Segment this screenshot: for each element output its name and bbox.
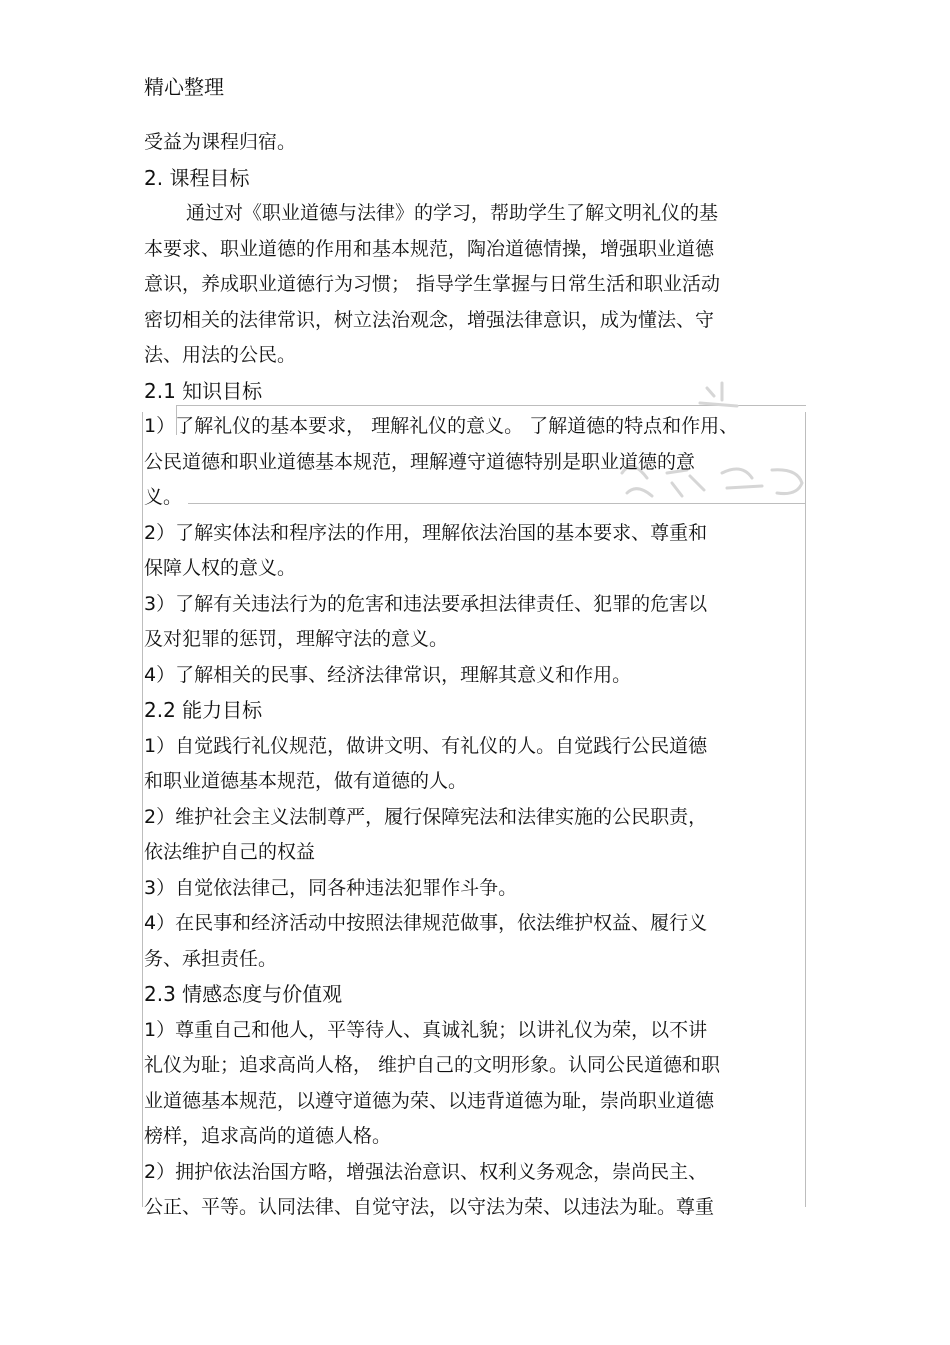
text-line: 2）拥护依法治国方略，增强法治意识、权利义务观念，崇尚民主、	[144, 1160, 708, 1183]
frame-line-right	[805, 412, 806, 1207]
text-line: 业道德基本规范，以遵守道德为荣、以违背道德为耻，崇尚职业道德	[144, 1089, 715, 1112]
text-line: 受益为课程归宿。	[144, 131, 297, 153]
text-line: 依法维护自己的权益	[144, 841, 316, 863]
text-line: 保障人权的意义。	[144, 557, 297, 579]
text-line: 和职业道德基本规范，做有道德的人。	[144, 770, 468, 792]
text-line: 2）维护社会主义法制尊严，履行保障宪法和法律实施的公民职责，	[144, 805, 708, 828]
text-line: 1）了解礼仪的基本要求， 理解礼仪的意义。 了解道德的特点和作用、	[144, 415, 739, 437]
text-line: 通过对《职业道德与法律》的学习，帮助学生了解文明礼仪的基	[186, 202, 719, 224]
text-line: 3）自觉依法律己，同各种违法犯罪作斗争。	[144, 876, 518, 899]
text-line: 务、承担责任。	[144, 947, 278, 970]
text-line: 3）了解有关违法行为的危害和违法要承担法律责任、犯罪的危害以	[144, 592, 708, 615]
text-line: 意识，养成职业道德行为习惯； 指导学生掌握与日常生活和职业活动	[144, 273, 721, 295]
text-line: 4）了解相关的民事、经济法律常识，理解其意义和作用。	[144, 663, 632, 686]
text-line: 密切相关的法律常识，树立法治观念，增强法律意识，成为懂法、守	[144, 308, 715, 331]
text-line: 礼仪为耻；追求高尚人格， 维护自己的文明形象。认同公民道德和职	[144, 1054, 721, 1076]
page-header-title: 精心整理	[144, 75, 224, 99]
section-heading: 2.2 能力目标	[144, 698, 263, 722]
text-line: 1）尊重自己和他人，平等待人、真诚礼貌；以讲礼仪为荣，以不讲	[144, 1018, 708, 1041]
text-line: 2）了解实体法和程序法的作用，理解依法治国的基本要求、尊重和	[144, 521, 708, 544]
text-line: 义。	[144, 486, 183, 508]
text-line: 公民道德和职业道德基本规范，理解遵守道德特别是职业道德的意	[144, 450, 696, 473]
text-line: 公正、平等。认同法律、自觉守法，以守法为荣、以违法为耻。尊重	[144, 1196, 715, 1218]
text-line: 榜样，追求高尚的道德人格。	[144, 1125, 392, 1147]
text-line: 1）自觉践行礼仪规范，做讲文明、有礼仪的人。自觉践行公民道德	[144, 734, 708, 757]
section-heading: 2. 课程目标	[144, 165, 250, 190]
text-line: 法、用法的公民。	[144, 344, 297, 366]
section-heading: 2.3 情感态度与价值观	[144, 982, 343, 1006]
text-line: 本要求、职业道德的作用和基本规范，陶冶道德情操，增强职业道德	[144, 237, 715, 260]
document-body	[144, 125, 794, 1226]
frame-line-left	[142, 412, 143, 1207]
section-heading: 2.1 知识目标	[144, 378, 263, 403]
text-line: 及对犯罪的惩罚，理解守法的意义。	[144, 628, 449, 650]
text-line: 4）在民事和经济活动中按照法律规范做事，依法维护权益、履行义	[144, 912, 708, 934]
frame-line-bottom-tick	[805, 1199, 806, 1207]
